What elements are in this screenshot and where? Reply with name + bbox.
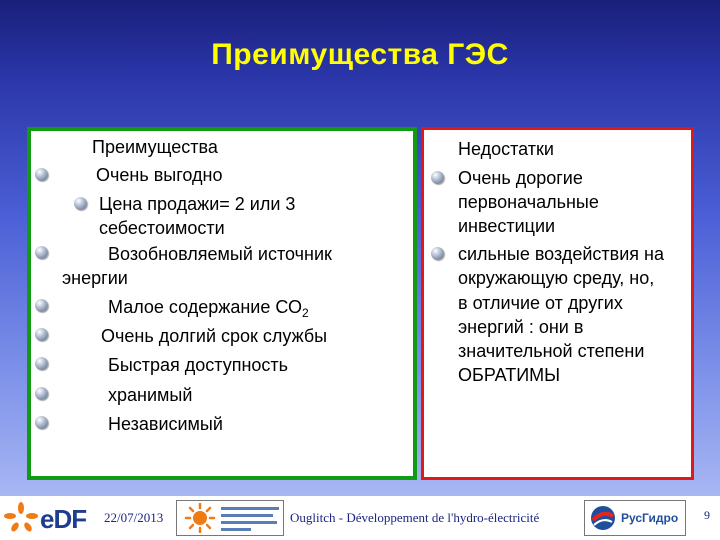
advantage-item: Быстрая доступность	[108, 355, 289, 375]
partner-logo	[176, 500, 284, 536]
advantages-heading: Преимущества	[92, 137, 218, 157]
bullet-icon	[35, 357, 48, 370]
bullet-icon	[35, 168, 48, 181]
edf-logo-icon	[4, 502, 38, 534]
advantage-item: хранимый	[108, 385, 193, 405]
bullet-icon	[431, 247, 444, 260]
disadvantage-item-cont: в отличие от других	[458, 293, 623, 313]
disadvantage-item: сильные воздействия на	[458, 244, 664, 264]
footer-date: 22/07/2013	[104, 510, 164, 525]
disadvantages-heading: Недостатки	[458, 139, 554, 159]
edf-logo	[4, 502, 96, 534]
rushydro-logo	[584, 500, 686, 536]
advantage-item: Независимый	[108, 414, 223, 434]
footer-caption: Ouglitch - Développement de l'hydro-électricité	[290, 510, 540, 525]
advantage-item: Очень долгий срок службы	[101, 326, 328, 346]
disadvantage-item-cont: ОБРАТИМЫ	[458, 365, 561, 385]
disadvantage-item-cont: первоначальные	[458, 192, 599, 212]
bullet-icon	[35, 387, 48, 400]
advantage-item: Малое содержание $СО_2$	[108, 297, 309, 320]
disadvantage-item-cont: инвестиции	[458, 216, 556, 236]
disadvantage-item-cont: окружающую среду, но,	[458, 268, 655, 288]
page-number: 9	[704, 508, 710, 522]
slide-title: Преимущества ГЭС	[211, 38, 509, 71]
advantage-subitem-cont: себестоимости	[99, 218, 225, 238]
disadvantage-item-cont: значительной степени	[458, 341, 645, 361]
bullet-icon	[74, 197, 87, 210]
sun-logo-icon	[183, 503, 217, 533]
footer	[0, 496, 720, 540]
advantage-item: Возобновляемый источник	[108, 244, 332, 264]
advantage-subitem: Цена продажи= 2 или 3	[99, 194, 296, 214]
bullet-icon	[35, 246, 48, 259]
edf-logo-text: eDF	[40, 504, 87, 534]
disadvantage-item: Очень дорогие	[458, 168, 583, 188]
disadvantage-item-cont: энергий : они в	[458, 317, 584, 337]
rushydro-logo-icon	[589, 504, 617, 532]
advantage-item-cont: энергии	[62, 268, 128, 288]
bullet-icon	[431, 171, 444, 184]
bullet-icon	[35, 416, 48, 429]
rushydro-logo-text: РусГидро	[621, 511, 679, 525]
bullet-icon	[35, 328, 48, 341]
bullet-icon	[35, 299, 48, 312]
advantage-item: Очень выгодно	[96, 165, 223, 185]
